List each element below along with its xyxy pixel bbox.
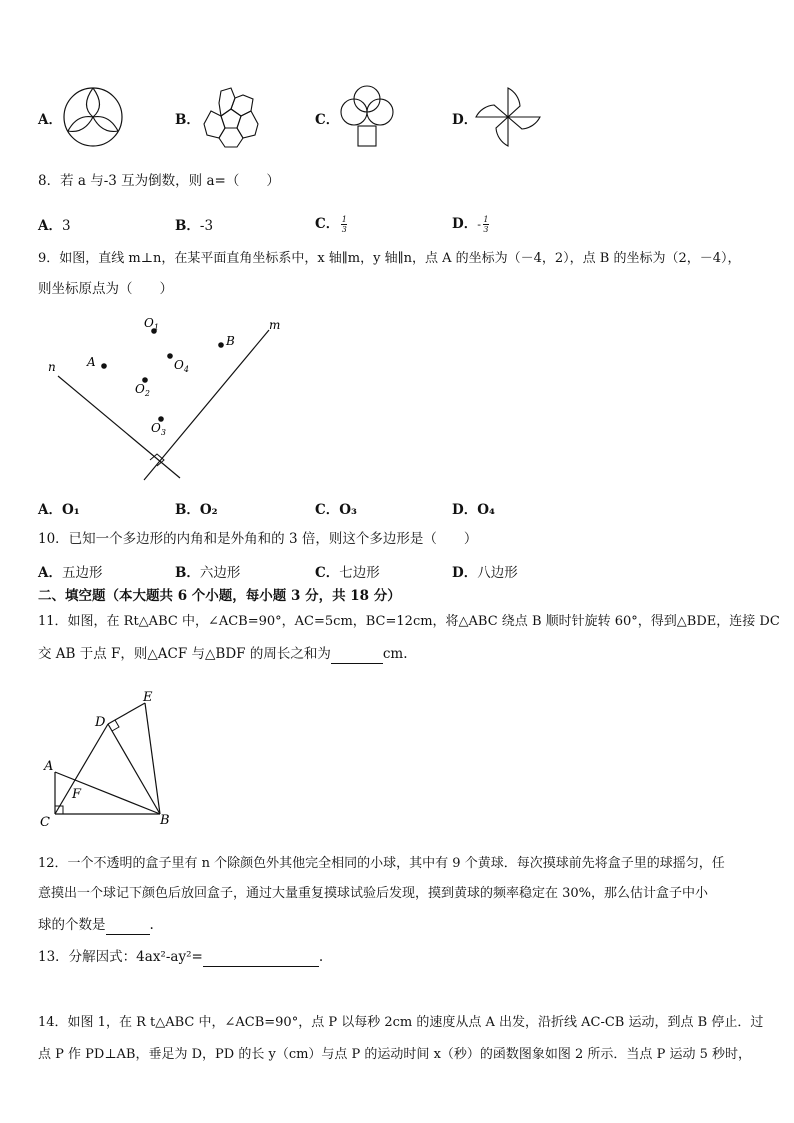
q8-option-c-letter: C． [315,216,340,232]
fraction-sign: - [477,218,481,231]
q7-option-b-figure [198,86,264,150]
fraction-denominator: 3 [341,224,347,234]
label-e: E [143,690,153,705]
segment-db [108,724,160,814]
label-o1: $O_1$ [144,316,159,332]
q10-option-a [38,561,102,581]
q9-option-d-text: O₄ [477,502,495,518]
q10-option-a-text: 五边形 [61,565,103,581]
q7-option-a-letter: A． [38,112,62,128]
q7-option-d-figure [474,86,542,148]
q8-option-a [38,214,71,234]
q12-text-before-blank: 球的个数是 [38,917,106,933]
q8-option-a-text: 3 [61,218,71,234]
label-a: A [87,355,96,369]
point-o4 [167,353,173,359]
q10-option-c-letter: C． [315,565,340,581]
segment-cd [55,724,108,814]
q9-option-c-letter: C． [315,502,340,518]
q8-option-b-letter: B． [175,218,200,234]
q11-stem-line2 [38,645,407,664]
q10-option-c-text: 七边形 [339,565,380,581]
segment-ab [55,772,160,814]
q10-option-a-letter: A． [38,565,62,581]
q10-option-d [452,561,518,581]
q14-line2: 点 P 作 PD⊥AB，垂足为 D，PD 的长 y（cm）与点 P 的运动时间 x（秒）的函数图象如图 2 所示．当点 P 运动 5 秒时， [38,1047,751,1062]
q10-option-b [175,561,240,581]
q13-text-after-blank: . [318,949,324,965]
q9-option-d [452,498,495,518]
q8-option-d [452,212,489,234]
q9-option-d-letter: D． [452,502,478,518]
q8-option-c-fraction [341,216,347,234]
q9-stem-line2: 则坐标原点为（ ） [38,281,173,297]
q7-option-a-figure [62,86,126,148]
line-m [144,330,269,480]
q11-figure [36,688,186,833]
label-c: C [40,815,50,830]
label-a: A [44,759,54,774]
q7-option-c-figure [336,84,398,150]
q10-option-b-letter: B． [175,565,200,581]
q11-answer-blank[interactable] [331,645,383,664]
q12-text-after-blank: . [149,917,154,933]
q11-stem-line1: 11．如图，在 Rt△ABC 中，∠ACB=90°，AC=5cm，BC=12cm，将△ABC 绕点 B 顺时针旋转 60°，得到△BDE，连接 DC [38,614,780,629]
segment-eb [145,703,160,814]
q9-option-a [38,498,80,518]
segment-de [108,703,145,724]
q7-option-d-letter: D． [452,112,478,128]
q9-option-a-text: O₁ [61,502,80,518]
fraction-numerator: 1 [341,214,347,224]
label-b: B [160,813,170,828]
point-b [218,342,224,348]
label-d: D [95,715,106,730]
q7-option-b-letter: B． [175,112,200,128]
q10-option-d-text: 八边形 [477,565,518,581]
q12-line2: 意摸出一个球记下颜色后放回盒子，通过大量重复摸球试验后发现，摸到黄球的频率稳定在 30%，那么估计盒子中小 [38,886,709,901]
label-o2: $O_2$ [135,382,150,398]
q8-option-a-letter: A． [38,218,62,234]
q11-text-before-blank: 交 AB 于点 F，则△ACF 与△BDF 的周长之和为 [38,646,331,662]
q9-option-c-text: O₃ [339,502,357,518]
line-n [58,376,180,478]
q9-option-b-letter: B． [175,502,200,518]
q9-option-c [315,498,357,518]
q14-line1: 14．如图 1，在 R t△ABC 中，∠ACB=90°，点 P 以每秒 2cm 的速度从点 A 出发，沿折线 AC-CB 运动，到点 B 停止．过 [38,1015,764,1030]
label-f: F [72,787,82,802]
q10-stem: 10．已知一个多边形的内角和是外角和的 3 倍，则这个多边形是（ ） [38,531,478,547]
q10-option-c [315,561,380,581]
label-o3: $O_3$ [151,421,166,437]
fraction-denominator: 3 [483,224,489,234]
q8-stem: 8．若 a 与-3 互为倒数，则 a=（ ） [38,173,280,189]
q12-line1: 12．一个不透明的盒子里有 n 个除颜色外其他完全相同的小球，其中有 9 个黄球．每次摸球前先将盒子里的球摇匀，任 [38,856,725,871]
q9-option-a-letter: A． [38,502,62,518]
q11-text-after-blank: cm. [382,646,408,662]
q12-answer-blank[interactable] [106,916,150,935]
point-a [101,363,107,369]
label-m: m [269,318,281,332]
q9-figure [40,310,290,490]
q10-option-b-text: 六边形 [199,565,241,581]
label-b: B [226,334,235,348]
q7-option-c-letter: C． [315,112,340,128]
q12-line3 [38,916,154,935]
fraction-numerator: 1 [483,214,489,224]
q9-option-b-text: O₂ [199,502,218,518]
q13-text-before-blank: 13．分解因式：4ax²-ay²= [38,949,203,965]
label-o4: $O_4$ [174,358,189,374]
q8-option-c [315,212,347,234]
q9-option-b [175,498,218,518]
q8-option-b [175,214,213,234]
label-n: n [48,360,56,374]
q10-option-d-letter: D． [452,565,478,581]
q8-option-d-letter: D． [452,216,478,232]
q9-stem-line1: 9．如图，直线 m⊥n，在某平面直角坐标系中，x 轴∥m，y 轴∥n，点 A 的坐标为（－4，2），点 B 的坐标为（2，－4）， [38,251,741,266]
section-heading: 二、填空题（本大题共 6 个小题，每小题 3 分，共 18 分） [38,588,401,604]
q13-answer-blank[interactable] [203,948,319,967]
q8-option-b-text: -3 [199,218,214,234]
q8-option-d-fraction [483,216,489,234]
q13-stem [38,948,323,967]
